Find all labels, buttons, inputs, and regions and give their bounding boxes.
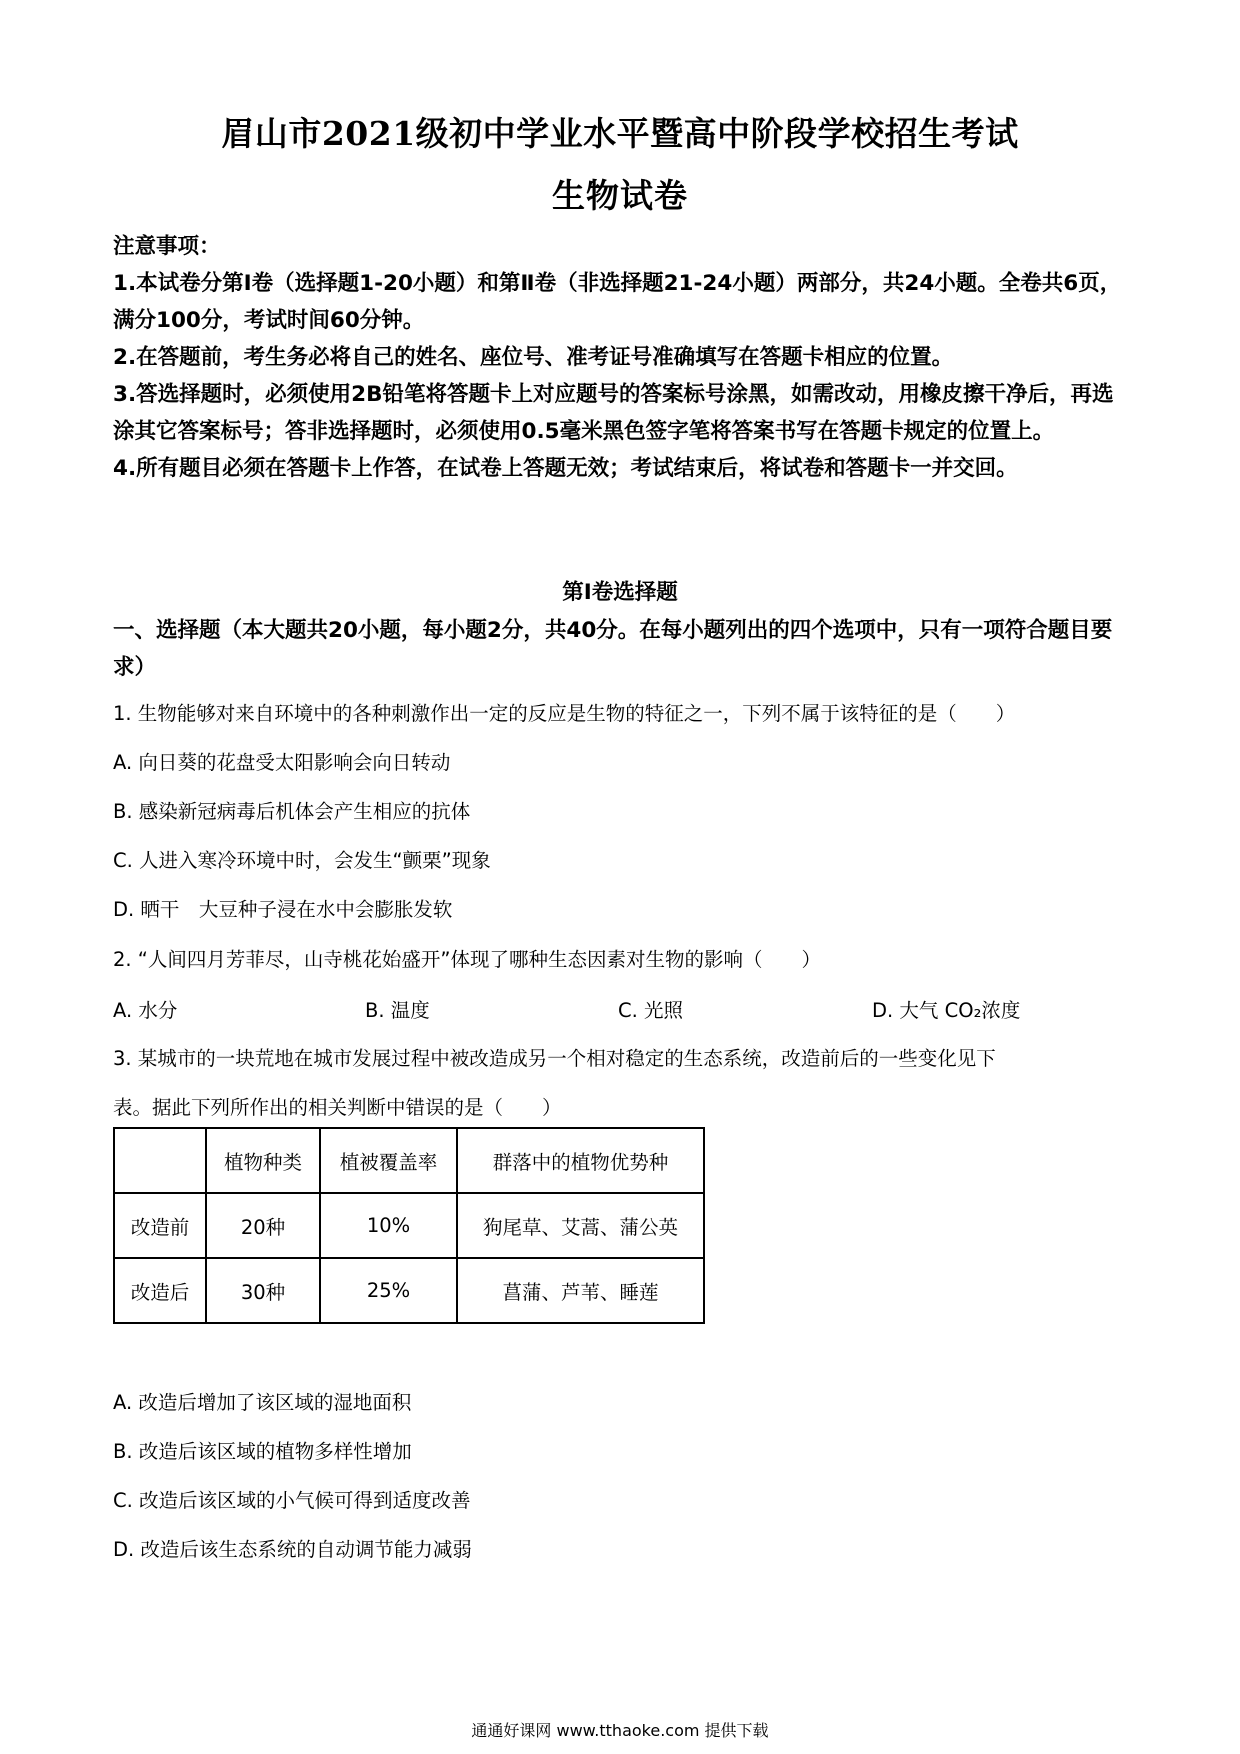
q2-option-c: C. 光照 <box>618 999 684 1022</box>
table-cell: 改造前 <box>114 1193 206 1258</box>
table-cell: 20种 <box>206 1193 320 1258</box>
notes-item: 2.在答题前，考生务必将自己的姓名、座位号、准考证号准确填写在答题卡相应的位置。 <box>113 345 954 370</box>
table-cell: 菖蒲、芦苇、睡莲 <box>457 1258 704 1323</box>
table-header-cell: 群落中的植物优势种 <box>457 1128 704 1193</box>
table-row <box>114 1258 704 1323</box>
table-row <box>114 1193 704 1258</box>
q2-option-d: D. 大气 CO₂浓度 <box>872 999 1021 1022</box>
table-cell: 10% <box>320 1193 457 1258</box>
exam-title: 眉山市2021级初中学业水平暨高中阶段学校招生考试 <box>221 114 1019 153</box>
q3-option-c: C. 改造后该区域的小气候可得到适度改善 <box>113 1489 471 1512</box>
table-cell: 25% <box>320 1258 457 1323</box>
notes-item: 3.答选择题时，必须使用2B铅笔将答题卡上对应题号的答案标号涂黑，如需改动，用橡皮擦干净后，再选涂其它答案标号；答非选择题时，必须使用0.5毫米黑色签字笔将答案书写在答题卡规定的位置上。 <box>113 382 1114 444</box>
q1-option-d: D. 晒干 大豆种子浸在水中会膨胀发软 <box>113 898 453 921</box>
q1-stem: 1. 生物能够对来自环境中的各种刺激作出一定的反应是生物的特征之一，下列不属于该特征的是（ ） <box>113 702 1016 725</box>
q1-option-b: B. 感染新冠病毒后机体会产生相应的抗体 <box>113 800 471 823</box>
q3-table <box>113 1127 705 1324</box>
q1-option-a: A. 向日葵的花盘受太阳影响会向日转动 <box>113 751 451 774</box>
notes-item: 4.所有题目必须在答题卡上作答，在试卷上答题无效；考试结束后，将试卷和答题卡一并交回。 <box>113 456 1018 481</box>
notes-heading: 注意事项： <box>113 234 221 259</box>
q2-stem: 2. “人间四月芳菲尽，山寺桃花始盛开”体现了哪种生态因素对生物的影响（ ） <box>113 948 822 971</box>
q3-option-b: B. 改造后该区域的植物多样性增加 <box>113 1440 412 1463</box>
table-cell: 改造后 <box>114 1258 206 1323</box>
table-cell: 狗尾草、艾蒿、蒲公英 <box>457 1193 704 1258</box>
q3-stem-line1: 3. 某城市的一块荒地在城市发展过程中被改造成另一个相对稳定的生态系统，改造前后的一些变化见下 <box>113 1047 996 1070</box>
table-header-cell: 植被覆盖率 <box>320 1128 457 1193</box>
table-header-cell <box>114 1128 206 1193</box>
table-header-cell: 植物种类 <box>206 1128 320 1193</box>
table-header-row <box>114 1128 704 1193</box>
q1-option-c: C. 人进入寒冷环境中时，会发生“颤栗”现象 <box>113 849 491 872</box>
part-heading: 一、选择题（本大题共20小题，每小题2分，共40分。在每小题列出的四个选项中，只有一项符合题目要求） <box>113 618 1113 680</box>
notes-item: 1.本试卷分第Ⅰ卷（选择题1-20小题）和第Ⅱ卷（非选择题21-24小题）两部分，共24小题。全卷共6页，满分100分，考试时间60分钟。 <box>113 271 1122 333</box>
table-cell: 30种 <box>206 1258 320 1323</box>
exam-subtitle: 生物试卷 <box>552 176 688 215</box>
q3-stem-line2: 表。据此下列所作出的相关判断中错误的是（ ） <box>113 1096 562 1119</box>
q3-option-a: A. 改造后增加了该区域的湿地面积 <box>113 1391 412 1414</box>
section-heading: 第Ⅰ卷选择题 <box>562 580 678 605</box>
q2-option-a: A. 水分 <box>113 999 178 1022</box>
footer-watermark: 通通好课网 www.tthaoke.com 提供下载 <box>471 1721 769 1740</box>
notes-block <box>113 228 1133 487</box>
q2-option-b: B. 温度 <box>365 999 430 1022</box>
q3-option-d: D. 改造后该生态系统的自动调节能力减弱 <box>113 1538 472 1561</box>
